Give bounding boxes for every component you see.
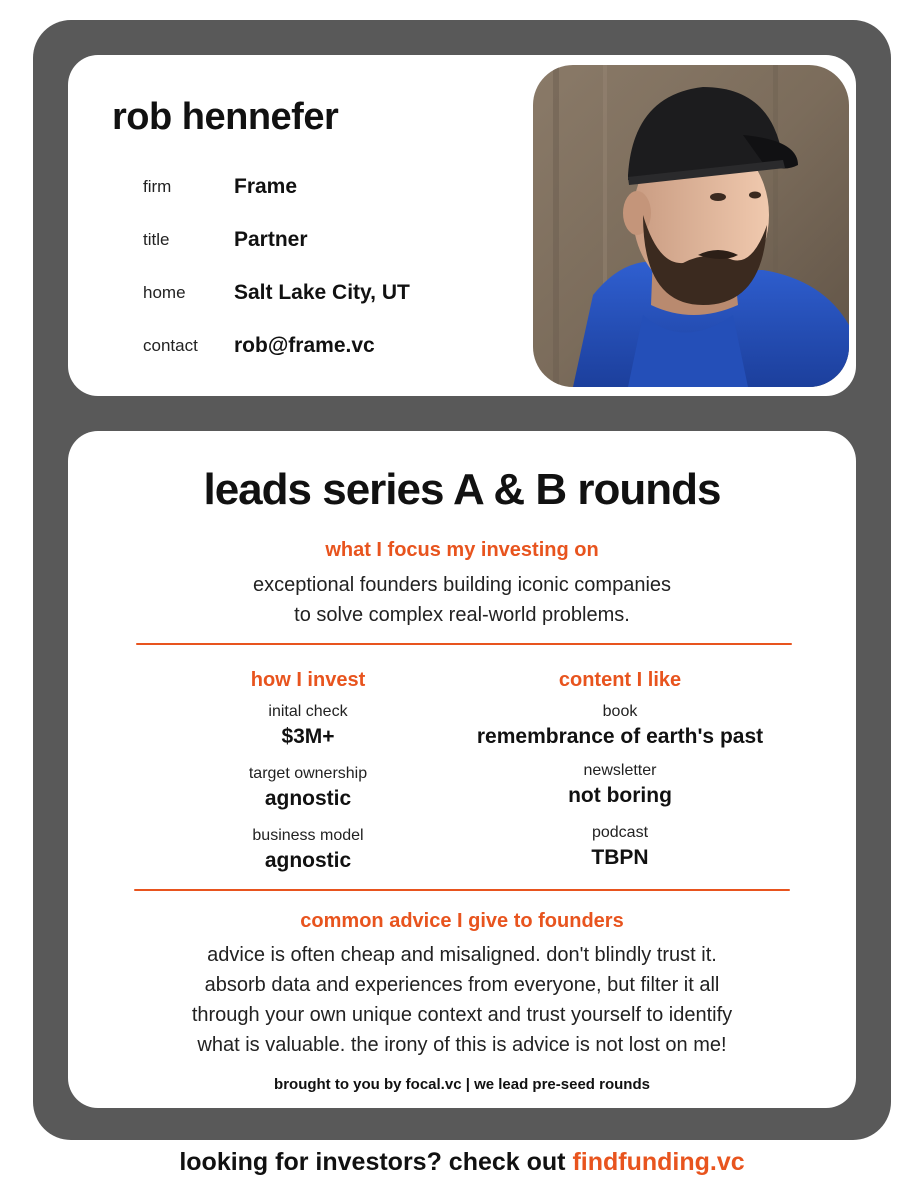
home-label: home bbox=[143, 283, 186, 302]
advice-line-3: through your own unique context and trust yourself to identify bbox=[191, 1004, 733, 1026]
firm-label: firm bbox=[143, 177, 172, 196]
focus-heading: what I focus my investing on bbox=[325, 539, 599, 561]
divider-top bbox=[136, 643, 792, 645]
book-value: remembrance of earth's past bbox=[476, 725, 764, 748]
title-label: title bbox=[143, 230, 170, 249]
how-i-invest-heading: how I invest bbox=[250, 669, 366, 691]
business-model-value: agnostic bbox=[264, 849, 352, 872]
contact-label: contact bbox=[143, 336, 198, 355]
title-value: Partner bbox=[234, 228, 308, 251]
findfunding-link[interactable]: findfunding.vc bbox=[572, 1148, 745, 1176]
target-ownership-label: target ownership bbox=[248, 765, 368, 782]
newsletter-value: not boring bbox=[568, 784, 672, 807]
cta-text: looking for investors? check out bbox=[179, 1148, 573, 1176]
focus-line-1: exceptional founders building iconic companies bbox=[252, 574, 672, 596]
advice-heading: common advice I give to founders bbox=[300, 910, 624, 932]
investor-name: rob hennefer bbox=[112, 96, 339, 138]
business-model-label: business model bbox=[252, 827, 364, 844]
podcast-value: TBPN bbox=[591, 846, 649, 869]
advice-line-4: what is valuable. the irony of this is advice is not lost on me! bbox=[197, 1034, 727, 1056]
newsletter-label: newsletter bbox=[583, 762, 657, 779]
book-label: book bbox=[602, 703, 638, 720]
advice-line-2: absorb data and experiences from everyone, but filter it all bbox=[204, 974, 720, 996]
target-ownership-value: agnostic bbox=[264, 787, 352, 810]
initial-check-value: $3M+ bbox=[281, 725, 335, 748]
contact-email: rob@frame.vc bbox=[234, 334, 375, 357]
divider-bottom bbox=[134, 889, 790, 891]
portrait-illustration bbox=[533, 65, 849, 387]
content-i-like-heading: content I like bbox=[558, 669, 682, 691]
home-value: Salt Lake City, UT bbox=[234, 281, 410, 304]
sponsor-note: brought to you by focal.vc | we lead pre-seed rounds bbox=[274, 1076, 650, 1093]
profile-photo bbox=[533, 65, 849, 387]
rounds-headline: leads series A & B rounds bbox=[203, 465, 721, 514]
call-to-action bbox=[0, 1148, 924, 1177]
firm-value: Frame bbox=[234, 175, 298, 198]
initial-check-label: inital check bbox=[268, 703, 348, 720]
advice-line-1: advice is often cheap and misaligned. don't blindly trust it. bbox=[207, 944, 717, 966]
focus-line-2: to solve complex real-world problems. bbox=[294, 604, 630, 626]
podcast-label: podcast bbox=[591, 824, 649, 841]
